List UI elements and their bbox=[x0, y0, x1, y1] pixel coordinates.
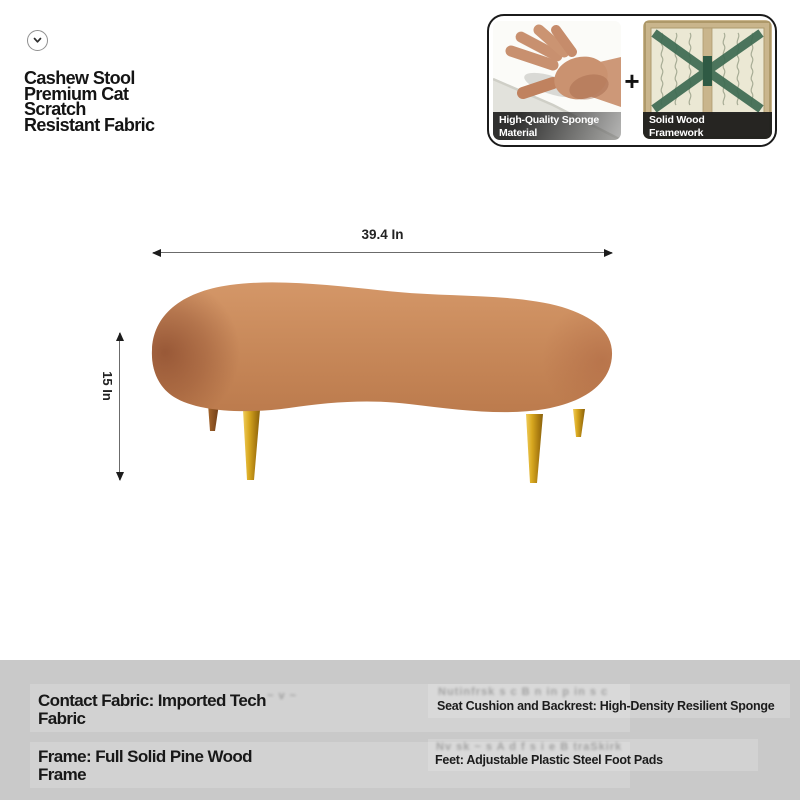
page-title bbox=[24, 68, 194, 135]
height-dimension-label: 15 In bbox=[100, 371, 115, 401]
feature-card bbox=[487, 14, 777, 147]
spec-seat-cushion: Seat Cushion and Backrest: High-Density Resilient Sponge bbox=[437, 699, 775, 713]
plus-icon: + bbox=[624, 66, 640, 96]
label-line: Framework bbox=[649, 126, 704, 139]
faded-text-artifact: ~ v ~ bbox=[267, 690, 298, 702]
spec-contact-fabric: Contact Fabric: Imported Tech Fabric bbox=[38, 691, 266, 728]
faded-text-artifact: Nutinfrsk s c B n in p in s c bbox=[438, 686, 609, 698]
label-line: High-Quality Sponge bbox=[499, 114, 600, 126]
spec-feet: Feet: Adjustable Plastic Steel Foot Pads bbox=[435, 753, 663, 767]
bench-leg-front-left bbox=[243, 410, 260, 480]
faded-text-artifact: Nv sk ~ s A d f s i e B traSkirk bbox=[436, 741, 623, 753]
title-line: Cashew Stool bbox=[24, 68, 135, 88]
sponge-material-image bbox=[493, 21, 621, 140]
sponge-image-label bbox=[493, 112, 621, 140]
width-dimension-label: 39.4 In bbox=[361, 227, 404, 242]
wood-image-label bbox=[643, 112, 772, 139]
bench-leg-front-right bbox=[526, 414, 543, 483]
title-line: Scratch bbox=[24, 99, 86, 119]
width-dimension-arrow bbox=[153, 252, 612, 253]
collapse-button[interactable] bbox=[27, 30, 48, 51]
arrow-left-icon bbox=[152, 249, 161, 257]
label-line: Material bbox=[499, 126, 538, 139]
arrow-right-icon bbox=[604, 249, 613, 257]
title-line: Premium Cat bbox=[24, 83, 129, 104]
product-image-cashew-bench bbox=[100, 265, 640, 495]
bench-cushion bbox=[152, 282, 612, 412]
bench-leg-back-right bbox=[573, 409, 585, 437]
spec-frame: Frame: Full Solid Pine Wood Frame bbox=[38, 747, 252, 784]
label-line: Solid Wood bbox=[649, 114, 705, 126]
title-line: Resistant Fabric bbox=[24, 114, 155, 135]
chevron-down-icon bbox=[30, 33, 45, 48]
wood-framework-image bbox=[643, 20, 772, 139]
